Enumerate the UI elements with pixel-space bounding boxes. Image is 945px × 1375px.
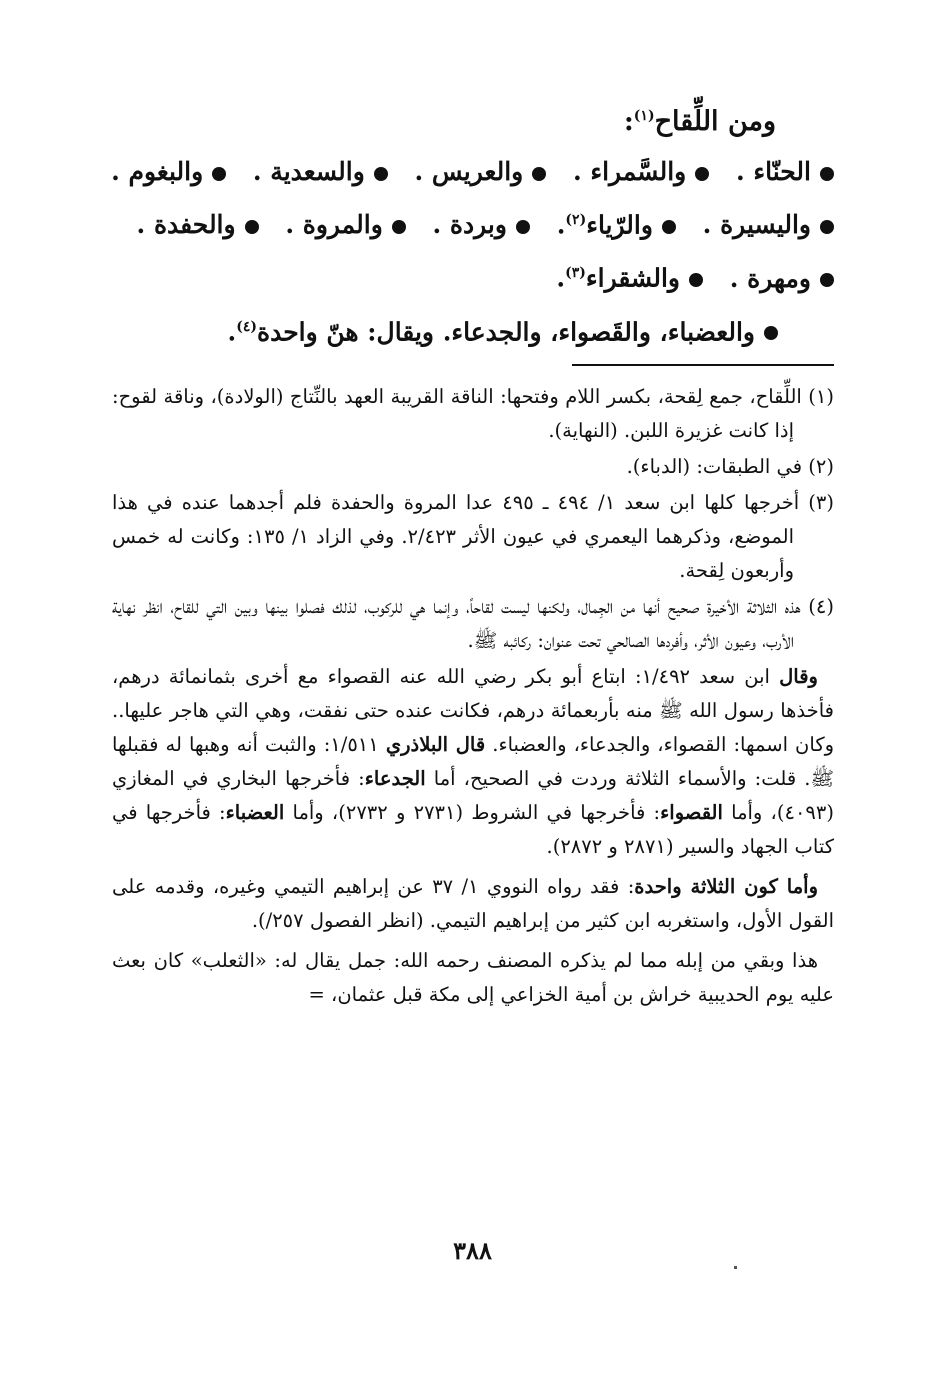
list-item: [227, 311, 778, 348]
list-item-text: وبردة .: [432, 210, 507, 240]
footnote-1: [112, 380, 834, 448]
footnote-text: (٢) في الطبقات: (الدباء).: [626, 454, 834, 478]
paragraph-text: هذا وبقي من إبله مما لم يذكره المصنف رحمه الله: جمل يقال له: «الثعلب» كان بعث عليه يوم الحديبية خراش بن أمية الخزاعي إلى مكة قبل عثمان، =: [112, 948, 834, 1006]
list-item: [557, 204, 676, 241]
list-item: [137, 209, 259, 241]
list-item-text: والعريس .: [414, 157, 524, 186]
footnote-text: (٤) هذه الثلاثة الأخيرة صحيح أنها من الجِمال، ولكنها ليست لقاحاً، وإنما هي للركوب، لذلك فصلوا بينها وبين التي للقاح، انظر نهاية الأرب، وعيون الأثر، وأفردها الصالحي تحت عنوان: ركائبه ﷺ.: [112, 594, 834, 652]
bullet-icon: [516, 220, 530, 234]
bullet-icon: [392, 220, 406, 234]
footnote-text: (٣) أخرجها كلها ابن سعد ١/ ٤٩٤ ـ ٤٩٥ عدا المروة والحفدة فلم أجدهما عنده في هذا الموضع، وذكرهما اليعمري في عيون الأثر ٢/٤٢٣. وفي الزاد ١/ ١٣٥: وكانت له خمس وأربعون لِقحة.: [112, 490, 834, 582]
footnote-4: [112, 590, 834, 658]
paragraph-text: : فأخرجها في كتاب الجهاد والسير (٢٨٧١ و ٢٨٧٢).: [112, 800, 834, 858]
bullet-icon: [689, 273, 703, 287]
bullet-icon: [374, 167, 388, 181]
print-speck: [734, 1266, 737, 1269]
commentary-paragraph: [112, 660, 834, 864]
list-item-text: والرّياء: [586, 210, 653, 240]
list-item-text: والحفدة .: [136, 210, 236, 240]
paragraph-text: : فقد رواه النووي ١/ ٣٧ عن إبراهيم التيمي وغيره، وقدمه على القول الأول، واستغربه ابن كثير من إبراهيم التيمي. (انظر الفصول ٢٥٧/).: [112, 874, 834, 932]
heading-text: ومن اللِّقاح: [654, 106, 776, 137]
bullet-icon: [662, 220, 676, 234]
bullet-icon: [245, 220, 259, 234]
page-body: [112, 96, 834, 1018]
paragraph-text: ١/٥١١: والثبت أنه وهبها له فقبلها ﷺ. قلت: والأسماء الثلاثة وردت في الصحيح، أما: [112, 732, 834, 790]
footnote-ref: (٢): [565, 212, 587, 228]
footnote-2: [112, 450, 834, 484]
list-item-end: .: [227, 316, 237, 346]
bullet-icon: [695, 167, 709, 181]
bullet-icon: [820, 273, 834, 287]
footnote-ref: (١): [633, 108, 655, 124]
list-item-text: والبغوم .: [111, 157, 204, 186]
list-item: [730, 263, 834, 295]
page-number: ٣٨٨: [453, 1236, 492, 1265]
bullet-icon: [764, 326, 778, 340]
section-heading: [112, 96, 834, 142]
list-item-text: واليسيرة .: [702, 210, 811, 240]
bullet-icon: [532, 167, 546, 181]
list-item-text: ومهرة .: [729, 263, 811, 293]
bold-term: الجدعاء: [364, 766, 426, 790]
commentary-paragraph: [112, 944, 834, 1012]
list-item: [736, 156, 834, 188]
list-item: [253, 156, 388, 188]
footnote-text: (١) اللِّقاح، جمع لِقحة، بكسر اللام وفتحها: الناقة القريبة العهد بالنِّتاج (الولادة)، وناقة لقوح: إذا كانت غزيرة اللبن. (النهاية).: [112, 384, 834, 442]
footnote-ref: (٣): [565, 265, 586, 282]
bold-term: القصواء: [660, 800, 723, 824]
bold-term: العضباء: [225, 800, 285, 824]
bold-lead: وأما كون الثلاثة واحدة: [634, 874, 818, 898]
list-item-text: والمروة .: [285, 210, 383, 240]
bold-lead: وقال: [779, 664, 818, 688]
bullet-icon: [820, 220, 834, 234]
list-item: [556, 257, 703, 294]
list-item: [573, 156, 709, 188]
camel-list-row: [112, 257, 834, 294]
list-item-text: الحنّاء .: [735, 157, 811, 186]
list-item-text: والسعدية .: [252, 157, 365, 186]
list-item: [285, 209, 405, 241]
camel-list-row: [112, 311, 834, 348]
heading-colon: :: [623, 106, 634, 137]
footnote-3: [112, 486, 834, 588]
commentary-paragraph: [112, 870, 834, 938]
camel-list-row: [112, 156, 834, 188]
paragraph-text: : فأخرجها في الشروط (٢٧٣١ و ٢٧٣٢)، وأما: [284, 800, 661, 824]
paragraph-text: ابن سعد ١/٤٩٢: ابتاع أبو بكر رضي الله عنه القصواء مع أخرى بثمانمائة درهم، فأخذها رسول الله ﷺ منه بأربعمائة درهم، فكانت عنده حتى نفقت، وهي التي هاجر عليها.. وكان اسمها: القصواء، والجدعاء، والعضباء.: [112, 664, 835, 756]
footnote-separator: [572, 364, 834, 366]
list-item: [433, 209, 530, 241]
list-item-end: .: [556, 210, 566, 240]
list-item-text: والشقراء: [585, 263, 680, 293]
bold-term: قال البلاذري: [385, 732, 486, 756]
paragraph-text: : فأخرجها البخاري في المغازي (٤٠٩٣)، وأما: [112, 766, 834, 824]
list-item: [111, 156, 226, 188]
list-item-text: والعضباء، والقَصواء، والجدعاء. ويقال: هنّ واحدة: [256, 316, 755, 346]
footnote-ref: (٤): [236, 318, 257, 335]
bullet-icon: [820, 167, 834, 181]
list-item-text: والسَّمراء .: [572, 157, 687, 186]
list-item-end: .: [556, 263, 566, 293]
list-item: [415, 156, 547, 188]
bullet-icon: [212, 167, 226, 181]
camel-list-row: [112, 204, 834, 241]
list-item: [703, 209, 834, 241]
